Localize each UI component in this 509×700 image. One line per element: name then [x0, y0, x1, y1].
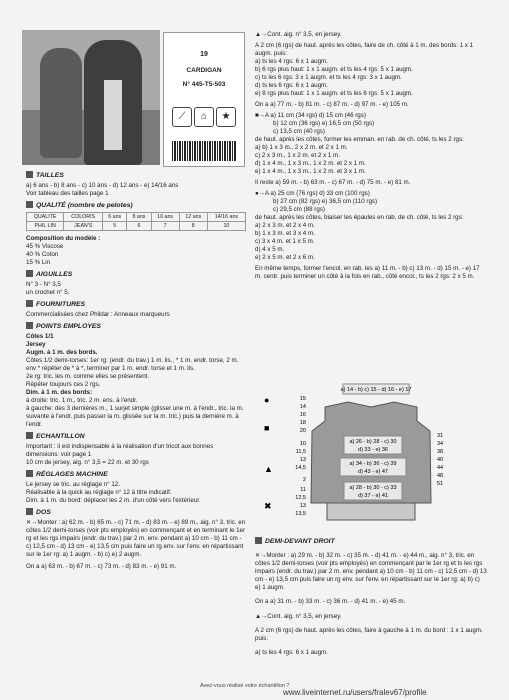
difficulty-icons	[172, 103, 236, 131]
demi-line: ✕→Monter : a) 29 m. - b) 32 m. - c) 35 m. - d) 41 m. - e) 44 m., aig. n° 3, tric. en côtes 1/2 demi-torses (voir pts employés) en commençant par le 1er rg et ts les rgs impairs (endr. du trav.) par 2 m. env. pendant a) 10 cm - b) 11 cm - c) 12,5 cm - d) 13 cm - e) 13,5 cm puis faire un rg env. sur l'env. en répartissant sur le 1er rg: a) b) c) e) 1 augm.	[255, 552, 487, 592]
circle-marker-icon: ●	[264, 395, 270, 405]
points-line: Dim. à 1 m. des bords:	[26, 389, 93, 396]
right-line: b) 6 rgs plus haut: 1 x 1 augm. et ts les 4 rgs: 5 x 1 augm.	[255, 66, 413, 73]
aiguilles-title: AIGUILLES	[36, 271, 73, 278]
composition-line: 45 % Viscose	[26, 243, 64, 250]
section-bullet-icon	[26, 201, 33, 208]
points-line: Répéter toujours ces 2 rgs.	[26, 381, 101, 388]
right-line: En même temps, former l'encol. en rab. les a) 11 m. - b) c) 13 m. - d) 15 m. - e) 17 m. centr. puis terminer un côté à la fois en rab., côté encol., ts les 2 rgs: 2 x 5 m.	[255, 265, 480, 280]
right-line: b) 12 cm (36 rgs) e) 16,5 cm (50 rgs)	[273, 120, 375, 127]
left-measure: 15	[299, 396, 306, 402]
aiguilles-line: N° 3 - N° 3,5	[26, 281, 61, 288]
section-bullet-icon	[26, 300, 33, 307]
demi-line: a) ts les 4 rgs: 6 x 1 augm.	[255, 648, 328, 656]
right-line: d) 4 x 5 m.	[255, 246, 285, 253]
qualite-head-cell: 12 ans	[179, 213, 207, 222]
right-line: b) 27 cm (82 rgs) e) 36,5 cm (110 rgs)	[273, 198, 378, 205]
qualite-row-cell: PHIL LIN	[27, 222, 64, 231]
right-line: a) 2 x 3 m. et 2 x 4 m.	[255, 222, 315, 229]
echantillon-line: Important : il est indispensable à la réalisation d'un tricot aux bonnes dimensions: voir page 1	[26, 443, 214, 458]
section-bullet-icon	[26, 508, 33, 515]
qualite-row-cell: 10	[207, 222, 245, 231]
left-measure: 13,5	[295, 511, 306, 517]
qualite-head-cell: 6 ans	[103, 213, 127, 222]
points-line: à droite: tric. 1 m., tric. 2 m. ens. à l'endr.	[26, 397, 138, 404]
demi-line: On a a) 31 m. - b) 33 m. - c) 36 m. - d) 41 m. - e) 45 m.	[255, 598, 406, 606]
photo-child-left	[40, 48, 82, 158]
footer-note: Avez-vous réalisé votre échantillon ?	[200, 683, 290, 689]
reglages-line: Dim. à 1 m. du bord: déplacer les 2 m. d'un côté vers l'extérieur.	[26, 497, 201, 504]
pattern-title: CARDIGAN	[186, 67, 222, 74]
left-measure: 16	[299, 412, 306, 418]
left-measure: 18	[299, 420, 306, 426]
section-bullet-icon	[26, 470, 33, 477]
photo-shirt	[104, 80, 122, 150]
composition-title: Composition du modèle :	[26, 235, 101, 242]
left-measure: 12,5	[295, 495, 306, 501]
right-measure: 38	[437, 449, 444, 455]
points-line: Côtes 1/2 demi-torses: 1er rg: (endr. du trav.) 1 m. lis., * 1 m. endr. torse, 2 m. env * répéter de * à *, terminer par 1 m. endr. torse et 1 m. lis.	[26, 357, 239, 372]
right-line: de haut. après les côtes, former les emman. en rab. de ch. côté, ts les 2 rgs:	[255, 136, 464, 143]
right-measure: 48	[437, 473, 444, 479]
needle-icon: ⟋	[172, 107, 192, 127]
right-line: ●→A a) 25 cm (76 rgs) d) 33 cm (100 rgs)	[255, 190, 370, 197]
mid-label: a) 26 - b) 28 - c) 30	[349, 439, 397, 445]
triangle-marker-icon: ▲	[264, 464, 273, 474]
demi-line: A 2 cm (6 rgs) de haut. après les côtes, faire à gauche à 1 m. du bord : 1 x 1 augm. puis:	[255, 626, 483, 642]
points-line: 2e rg: tric. les m. comme elles se présentent.	[26, 373, 150, 380]
tailles-text2: Voir tableau des tailles page 1	[26, 190, 109, 197]
right-measure: 34	[437, 441, 444, 447]
dos-title: DOS	[36, 509, 51, 516]
section-bullet-icon	[255, 537, 262, 544]
right-line: ▲→Cont. aig. n° 3,5, en jersey.	[255, 31, 342, 38]
dos-line: On a a) 63 m. - b) 67 m. - c) 73 m. - d) 83 m. - e) 91 m.	[26, 563, 177, 570]
qualite-row-cell: JEAN'S	[64, 222, 103, 231]
echantillon-line: 10 cm de jersey, aig. n° 3,5 = 22 m. et 30 rgs	[26, 459, 149, 466]
dos-line: ✕→Monter : a) 62 m. - b) 65 m. - c) 71 m. - d) 83 m. - e) 89 m., aig. n° 3, tric. en côtes 1/2 demi-torses (voir pts employés) en commençant et en terminant le 1er rg et les rgs impairs (endr. du trav.) par 2 m. env. pendant a) 10 cm - b) 11 cm - c) 12,5 cm - d) 13 cm - e) 13,5 cm puis faire un rg env. sur l'env. en répartissant sur le 1er rg: a) 1 augm. - b) c) e) 2 augm.	[26, 519, 246, 558]
pattern-ref: N° 445-T5-503	[182, 81, 226, 88]
qualite-title: QUALITÉ (nombre de pelotes)	[36, 202, 133, 209]
reglages-line: Réalisable à la quick au réglage n° 12 à titre indicatif.	[26, 489, 172, 496]
right-line: Il reste a) 59 m. - b) 63 m. - c) 67 m. - d) 75 m. - e) 81 m.	[255, 179, 411, 186]
chair-icon: ⌂	[194, 107, 214, 127]
section-bullet-icon	[26, 322, 33, 329]
pattern-number: 19	[200, 51, 208, 58]
right-line: e) 2 x 5 m. et 2 x 6 m.	[255, 254, 315, 261]
right-line: a) ts les 4 rgs: 6 x 1 augm.	[255, 58, 328, 65]
right-line: ■→A a) 11 cm (34 rgs) d) 15 cm (46 rgs)	[255, 112, 366, 119]
mid-label: a) 28 - b) 30 - c) 33	[349, 485, 397, 491]
ribbing	[327, 503, 415, 520]
reglages-title: RÉGLAGES MACHINE	[36, 471, 108, 478]
qualite-row-cell: 8	[179, 222, 207, 231]
composition-line: 40 % Coton	[26, 251, 59, 258]
qualite-row-cell: 7	[151, 222, 179, 231]
qualite-row-cell: 6	[127, 222, 151, 231]
right-line: d) 1 x 4 m., 1 x 3 m., 1 x 2 m. et 2 x 1 m.	[255, 160, 366, 167]
right-measure: 31	[437, 433, 444, 439]
left-measure: 2	[302, 477, 306, 483]
right-line: d) ts les 6 rgs: 6 x 1 augm.	[255, 82, 328, 89]
right-line: c) 29,5 cm (88 rgs)	[273, 206, 325, 213]
composition-line: 15 % Lin	[26, 259, 51, 266]
aiguilles-line: un crochet n° 5.	[26, 289, 70, 296]
qualite-row-cell: 5	[103, 222, 127, 231]
demi-line: ▲→Cont. aig. n° 3,5, en jersey.	[255, 612, 342, 620]
points-line: Augm. à 1 m. des bords.	[26, 349, 98, 356]
left-measure: 11	[300, 487, 306, 493]
right-line: A 2 cm (6 rgs) de haut. après les côtes, faire de ch. côté à 1 m. des bords: 1 x 1 augm. puis:	[255, 42, 474, 57]
points-line: Côtes 1/1	[26, 333, 54, 340]
section-bullet-icon	[26, 270, 33, 277]
qualite-head-cell: 8 ans	[127, 213, 151, 222]
watermark: www.liveinternet.ru/users/fralev67/profile	[283, 688, 427, 697]
dos-schematic	[255, 383, 485, 528]
cross-marker-icon: ✖	[264, 501, 272, 511]
qualite-head-cell: COLORIS	[64, 213, 103, 222]
right-line: c) ts les 6 rgs: 3 x 1 augm. et ts les 4 rgs: 3 x 1 augm.	[255, 74, 402, 81]
left-measure: 14	[299, 404, 306, 410]
square-marker-icon: ■	[264, 423, 270, 433]
demi-title: DEMI-DEVANT DROIT	[265, 538, 335, 545]
points-title: POINTS EMPLOYES	[36, 323, 101, 330]
star-icon: ★	[216, 107, 236, 127]
qualite-head-cell: QUALITE	[27, 213, 64, 222]
left-measure: 13	[299, 457, 306, 463]
right-measure: 44	[437, 465, 444, 471]
reglages-line: Le jersey se tric. au réglage n° 12.	[26, 481, 120, 488]
left-column	[26, 168, 246, 571]
fournitures-title: FOURNITURES	[36, 301, 86, 308]
right-line: c) 13,5 cm (40 rgs)	[273, 128, 325, 135]
right-line: On a a) 77 m. - b) 81 m. - c) 87 m. - d) 97 m. - e) 105 m.	[255, 101, 409, 108]
fournitures-text: Commercialisées chez Phildar : Anneaux marqueurs	[26, 311, 170, 318]
right-measure: 40	[437, 457, 444, 463]
section-bullet-icon	[26, 171, 33, 178]
right-line: e) 1 x 4 m., 1 x 3 m., 1 x 2 m. et 3 x 1 m.	[255, 168, 366, 175]
qualite-head-cell: 14/16 ans	[207, 213, 245, 222]
mid-label: d) 43 - e) 47	[358, 469, 388, 475]
right-measurements	[437, 433, 443, 487]
tailles-text1: a) 6 ans - b) 8 ans - c) 10 ans - d) 12 ans - e) 14/16 ans	[26, 182, 179, 189]
qualite-head-cell: 10 ans	[151, 213, 179, 222]
mid-label: d) 33 - e) 36	[358, 447, 388, 453]
tailles-title: TAILLES	[36, 172, 64, 179]
right-line: e) 8 rgs plus haut: 1 x 1 augm. et ts les 6 rgs: 5 x 1 augm.	[255, 90, 413, 97]
mid-label: a) 34 - b) 36 - c) 39	[349, 461, 397, 467]
top-label: a) 14 - b) c) 15 - d) 16 - e) 17	[340, 387, 412, 393]
model-photo	[22, 30, 160, 165]
qualite-table	[26, 212, 246, 231]
right-line: c) 2 x 3 m., 1 x 2 m. et 2 x 1 m.	[255, 152, 340, 159]
right-line: c) 3 x 4 m. et 1 x 5 m.	[255, 238, 315, 245]
right-measure: 51	[437, 481, 444, 487]
right-line: a) b) 1 x 3 m., 2 x 2 m. et 2 x 1 m.	[255, 144, 348, 151]
points-line: à gauche: des 3 dernières m., 1 surjet simple (glisser une m. à l'endr., tric. la m. suivante à l'endr. puis passer la m. glissée sur la m. tric.) puis la dernière m. à l'endr.	[26, 405, 244, 428]
demi-devant-section	[255, 534, 487, 663]
mid-label: d) 37 - e) 41	[358, 493, 388, 499]
echantillon-title: ECHANTILLON	[36, 433, 85, 440]
right-line: b) 1 x 3 m. et 3 x 4 m.	[255, 230, 315, 237]
left-measure: 11,5	[295, 449, 306, 455]
right-line: de haut. après les côtes, biaiser les épaules en rab. de ch. côté, ts les 2 rgs:	[255, 214, 464, 221]
barcode	[172, 141, 236, 161]
right-column	[255, 31, 487, 281]
pattern-infobox	[163, 32, 245, 167]
section-bullet-icon	[26, 432, 33, 439]
points-line: Jersey	[26, 341, 46, 348]
left-measure: 10	[299, 441, 306, 447]
left-measure: 13	[299, 503, 306, 509]
left-measure: 14,5	[295, 465, 306, 471]
left-measure: 20	[299, 428, 306, 434]
